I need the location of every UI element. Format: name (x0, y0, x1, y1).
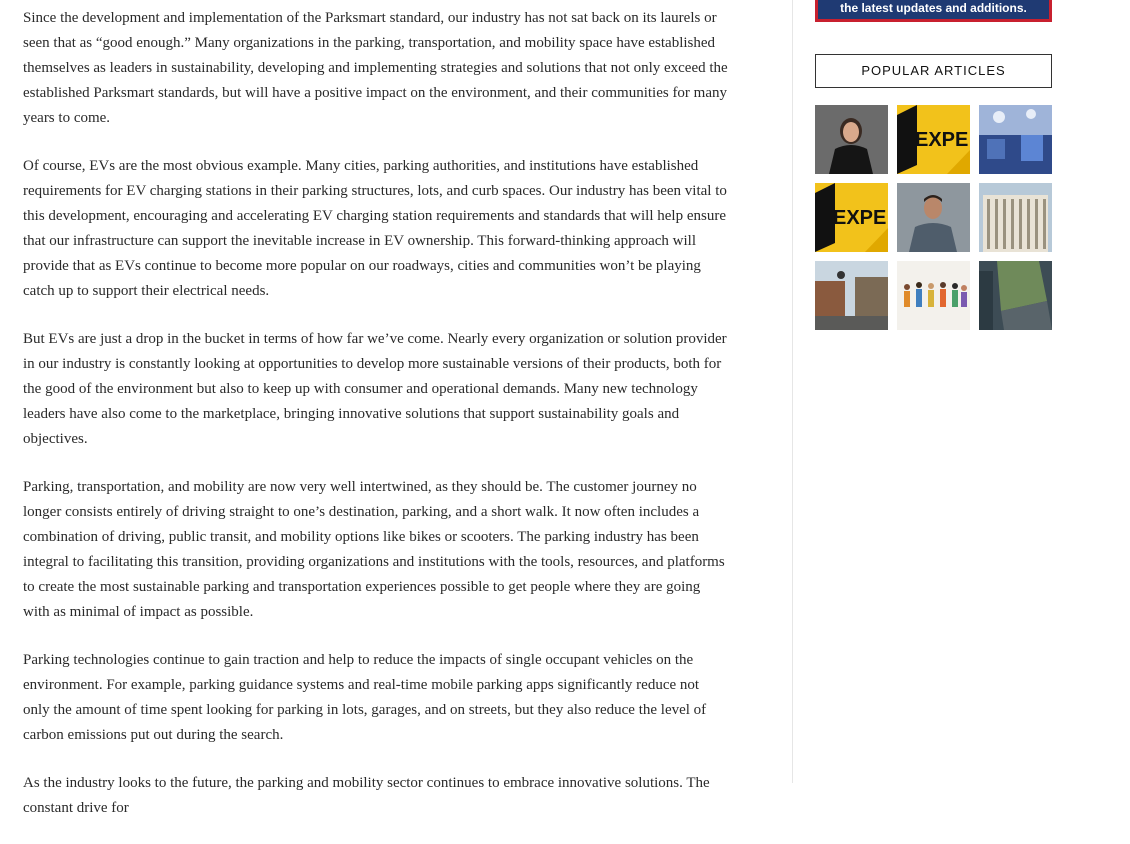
banner-text: the latest updates and additions. (818, 0, 1049, 19)
article-body (23, 6, 728, 844)
people-illustration-thumbnail[interactable] (897, 261, 970, 330)
portrait-man-thumbnail[interactable] (897, 183, 970, 252)
popular-articles-button[interactable]: POPULAR ARTICLES (815, 54, 1052, 88)
popular-articles-grid (815, 105, 1053, 330)
portrait-woman-thumbnail[interactable] (815, 105, 888, 174)
article-paragraph: But EVs are just a drop in the bucket in terms of how far we’ve come. Nearly every organization or solution provider in our industry is constantly looking at opportunities to develop more sustainable versions of their products, both for the good of the environment but also to keep up with consumer and operational demands. Many new technology leaders have also come to the marketplace, bringing innovative solutions that support sustainability goals and objectives. (23, 331, 727, 447)
parking-garage-thumbnail[interactable] (979, 183, 1052, 252)
ask-the-expert-thumbnail[interactable] (815, 183, 888, 252)
article-paragraph: Since the development and implementation of the Parksmart standard, our industry has not sat back on its laurels or seen that as “good enough.” Many organizations in the parking, transportation, and mobility space have established themselves as leaders in sustainability, developing and implementing strategies and solutions that not only exceed the established Parksmart standards, but will have a positive impact on the environment, and their communities for many years to come. (23, 10, 728, 126)
sidebar-divider (792, 0, 793, 783)
article-paragraph: Parking, transportation, and mobility are now very well intertwined, as they should be. The customer journey no longer consists entirely of driving straight to one’s destination, parking, and a short walk. It now often includes a combination of driving, public transit, and mobility options like bikes or scooters. The parking industry has been integral to facilitating this transition, providing organizations and institutions with the tools, resources, and platforms to create the most sustainable parking and transportation experiences possible to get people where they are going with as minimal of impact as possible. (23, 479, 725, 620)
rooftop-building-thumbnail[interactable] (979, 261, 1052, 330)
ask-the-expert-thumbnail[interactable] (897, 105, 970, 174)
article-paragraph: As the industry looks to the future, the parking and mobility sector continues to embrace innovative solutions. The constant drive for (23, 775, 710, 816)
subscribe-banner[interactable] (815, 0, 1052, 22)
city-street-thumbnail[interactable] (815, 261, 888, 330)
expert-text: EXPE (833, 207, 887, 229)
expo-hall-thumbnail[interactable] (979, 105, 1052, 174)
expert-text: EXPE (915, 129, 969, 151)
article-paragraph: Parking technologies continue to gain traction and help to reduce the impacts of single occupant vehicles on the environment. For example, parking guidance systems and real-time mobile parking apps significantly reduce not only the amount of time spent looking for parking in lots, garages, and on streets, but they also reduce the level of carbon emissions put out during the search. (23, 652, 707, 743)
article-paragraph: Of course, EVs are the most obvious example. Many cities, parking authorities, and institutions have established requirements for EV charging stations in their parking structures, lots, and curb spaces. Our industry has been vital to this development, encouraging and accelerating EV charging station requirements and standards that will help ensure that our infrastructure can support the inevitable increase in EV ownership. This forward-thinking approach will provide that as EVs continue to become more popular on our roadways, cities and communities won’t be playing catch up to support their electrical needs. (23, 158, 727, 299)
